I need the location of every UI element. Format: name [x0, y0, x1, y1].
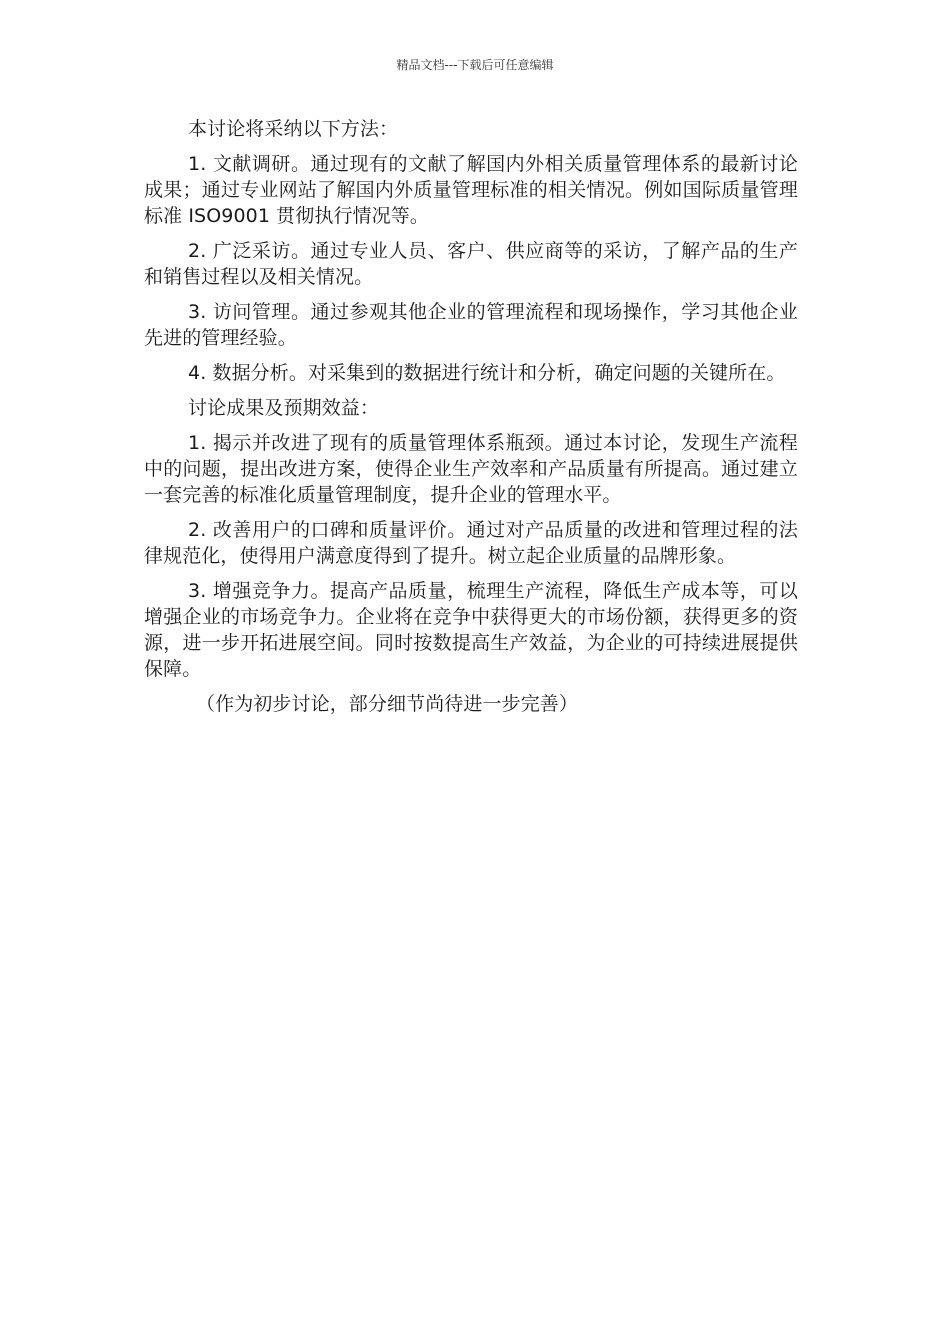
- results-intro: 讨论成果及预期效益：: [188, 397, 380, 419]
- method-item-data-analysis: 4. 数据分析。对采集到的数据进行统计和分析，确定问题的关键所在。: [188, 362, 786, 384]
- result-item-reputation: 2. 改善用户的口碑和质量评价。通过对产品质量的改进和管理过程的法律规范化，使得用户满意度得到了提升。树立起企业质量的品牌形象。: [144, 519, 798, 567]
- method-item-visits: 3. 访问管理。通过参观其他企业的管理流程和现场操作，学习其他企业先进的管理经验。: [144, 301, 798, 349]
- method-item-literature: 1. 文献调研。通过现有的文献了解国内外相关质量管理体系的最新讨论成果；通过专业网站了解国内外质量管理标准的相关情况。例如国际质量管理标准 ISO9001 贯彻执行情况等。: [144, 153, 798, 227]
- methods-intro: 本讨论将采纳以下方法：: [188, 118, 399, 140]
- document-body: [144, 116, 798, 726]
- result-item-competitiveness: 3. 增强竞争力。提高产品质量，梳理生产流程，降低生产成本等，可以增强企业的市场竞争力。企业将在竞争中获得更大的市场份额，获得更多的资源，进一步开拓进展空间。同时按数提高生产效益，为企业的可持续进展提供保障。: [144, 580, 798, 680]
- method-item-interviews: 2. 广泛采访。通过专业人员、客户、供应商等的采访，了解产品的生产和销售过程以及相关情况。: [144, 240, 798, 288]
- page-header: 精品文档---下载后可任意编辑: [396, 58, 554, 72]
- result-item-bottleneck: 1. 揭示并改进了现有的质量管理体系瓶颈。通过本讨论，发现生产流程中的问题，提出改进方案，使得企业生产效率和产品质量有所提高。通过建立一套完善的标准化质量管理制度，提升企业的管理水平。: [144, 432, 798, 506]
- closing-note: （作为初步讨论，部分细节尚待进一步完善）: [196, 693, 579, 715]
